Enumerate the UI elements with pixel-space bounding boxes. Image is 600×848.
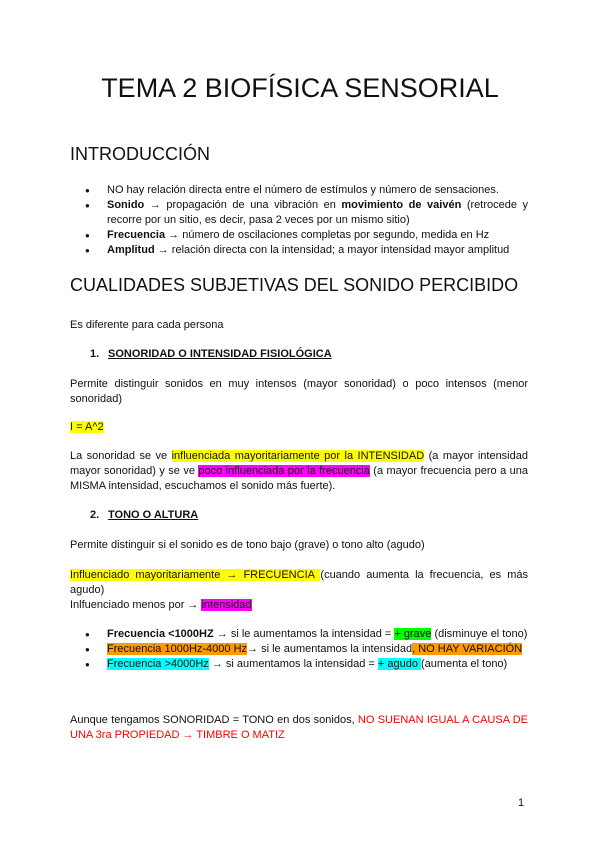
intro-b4-rest: → relación directa con la intensidad; a mayor intensidad mayor amplitud [154, 244, 510, 256]
sonoridad-p2-a: La sonoridad se ve [70, 450, 172, 462]
tono-b1-label: Frecuencia <1000HZ [107, 628, 214, 640]
sonoridad-p2-highlight-2: poco influenciada por la frecuencia [198, 465, 370, 477]
tono-bullet-3 [80, 657, 528, 672]
intro-b1-text: NO hay relación directa entre el número de estímulos y número de sensaciones. [107, 184, 499, 196]
tono-b1-rest: (disminuye el tono) [431, 628, 528, 640]
sonoridad-p2-b: (a mayor intensidad mayor sonoridad) y se ve [70, 450, 528, 477]
intro-bullet-1 [80, 183, 528, 198]
page-title: TEMA 2 BIOFÍSICA SENSORIAL [101, 73, 499, 103]
tono-b2-mid: → si le aumentamos la intensidad [247, 643, 413, 655]
tono-b1-mid: → si le aumentamos la intensidad = [213, 628, 395, 640]
heading-introduccion: INTRODUCCIÓN [70, 144, 210, 164]
intro-b3-label: Frecuencia [107, 229, 166, 241]
sonoridad-formula: I = A^2 [70, 421, 104, 433]
tono-p2-highlight: Influenciado mayoritariamente → FRECUENCIA [70, 569, 321, 581]
tono-paragraph-3 [70, 598, 528, 613]
page-number: 1 [518, 797, 525, 809]
tono-bullet-2 [80, 642, 528, 657]
tono-paragraph-1: Permite distinguir si el sonido es de tono bajo (grave) o tono alto (agudo) [70, 539, 425, 551]
intro-bullet-list [80, 183, 528, 258]
intro-b4-label: Amplitud [107, 244, 155, 256]
tono-b3-highlight-1: Frecuencia >4000Hz [107, 658, 209, 670]
tono-p3-highlight: intensidad [201, 599, 252, 611]
tono-b1-highlight: + grave [394, 628, 432, 640]
tono-p2-rest: (cuando aumenta la frecuencia, es más agudo) [70, 569, 528, 596]
intro-bullet-2 [80, 198, 528, 228]
intro-bullet-3 [80, 228, 528, 243]
heading-cualidades: CUALIDADES SUBJETIVAS DEL SONIDO PERCIBIDO [70, 275, 519, 295]
tono-b3-mid: → si aumentamos la intensidad = [208, 658, 378, 670]
intro-b2-mid: → propagación de una vibración en [144, 199, 342, 211]
sonoridad-p2-highlight-1: influenciada mayoritariamente por la INTENSIDAD [171, 450, 425, 462]
tono-p3-a: Inlfuenciado menos por → [70, 599, 202, 611]
tono-b3-rest: (aumenta el tono) [421, 658, 508, 670]
sonoridad-title: SONORIDAD O INTENSIDAD FISIOLÓGICA [108, 348, 332, 360]
tono-b3-highlight-2: + agudo [377, 658, 421, 670]
sonoridad-paragraph-2 [70, 449, 528, 494]
tono-bullet-1 [80, 627, 528, 642]
intro-b2-rest: (retrocede y recorre por un sitio, es decir, pasa 2 veces por un mismo sitio) [107, 199, 528, 226]
intro-b3-rest: → número de oscilaciones completas por segundo, medida en Hz [165, 229, 490, 241]
tono-b2-highlight-2: , NO HAY VARIACIÓN [412, 643, 523, 655]
sonoridad-p2-c: (a mayor frecuencia pero a una MISMA intensidad, escuchamos el sonido más fuerte). [70, 465, 528, 492]
sonoridad-paragraph-1: Permite distinguir sonidos en muy intensos (mayor sonoridad) o poco intensos (menor sonoridad) [70, 378, 528, 405]
section-sonoridad-heading [90, 347, 332, 362]
conclusion-text: Aunque tengamos SONORIDAD = TONO en dos sonidos, [70, 714, 358, 726]
tono-bullet-list [80, 627, 528, 672]
tono-title: TONO O ALTURA [108, 509, 199, 521]
intro-b2-label: Sonido [107, 199, 145, 211]
sonoridad-number: 1. [90, 348, 100, 360]
tono-b2-highlight-1: Frecuencia 1000Hz-4000 Hz [107, 643, 248, 655]
section-tono-heading [90, 508, 198, 523]
tono-number: 2. [90, 509, 100, 521]
sonoridad-formula-line [70, 420, 528, 435]
intro-b2-bold: movimiento de vaivén [341, 199, 462, 211]
tono-paragraph-2 [70, 568, 528, 598]
conclusion-paragraph [70, 713, 528, 743]
conclusion-red-text: NO SUENAN IGUAL A CAUSA DE UNA 3ra PROPIEDAD → TIMBRE O MATIZ [70, 714, 529, 741]
intro-bullet-4 [80, 243, 528, 258]
cualidades-intro: Es diferente para cada persona [70, 319, 224, 331]
